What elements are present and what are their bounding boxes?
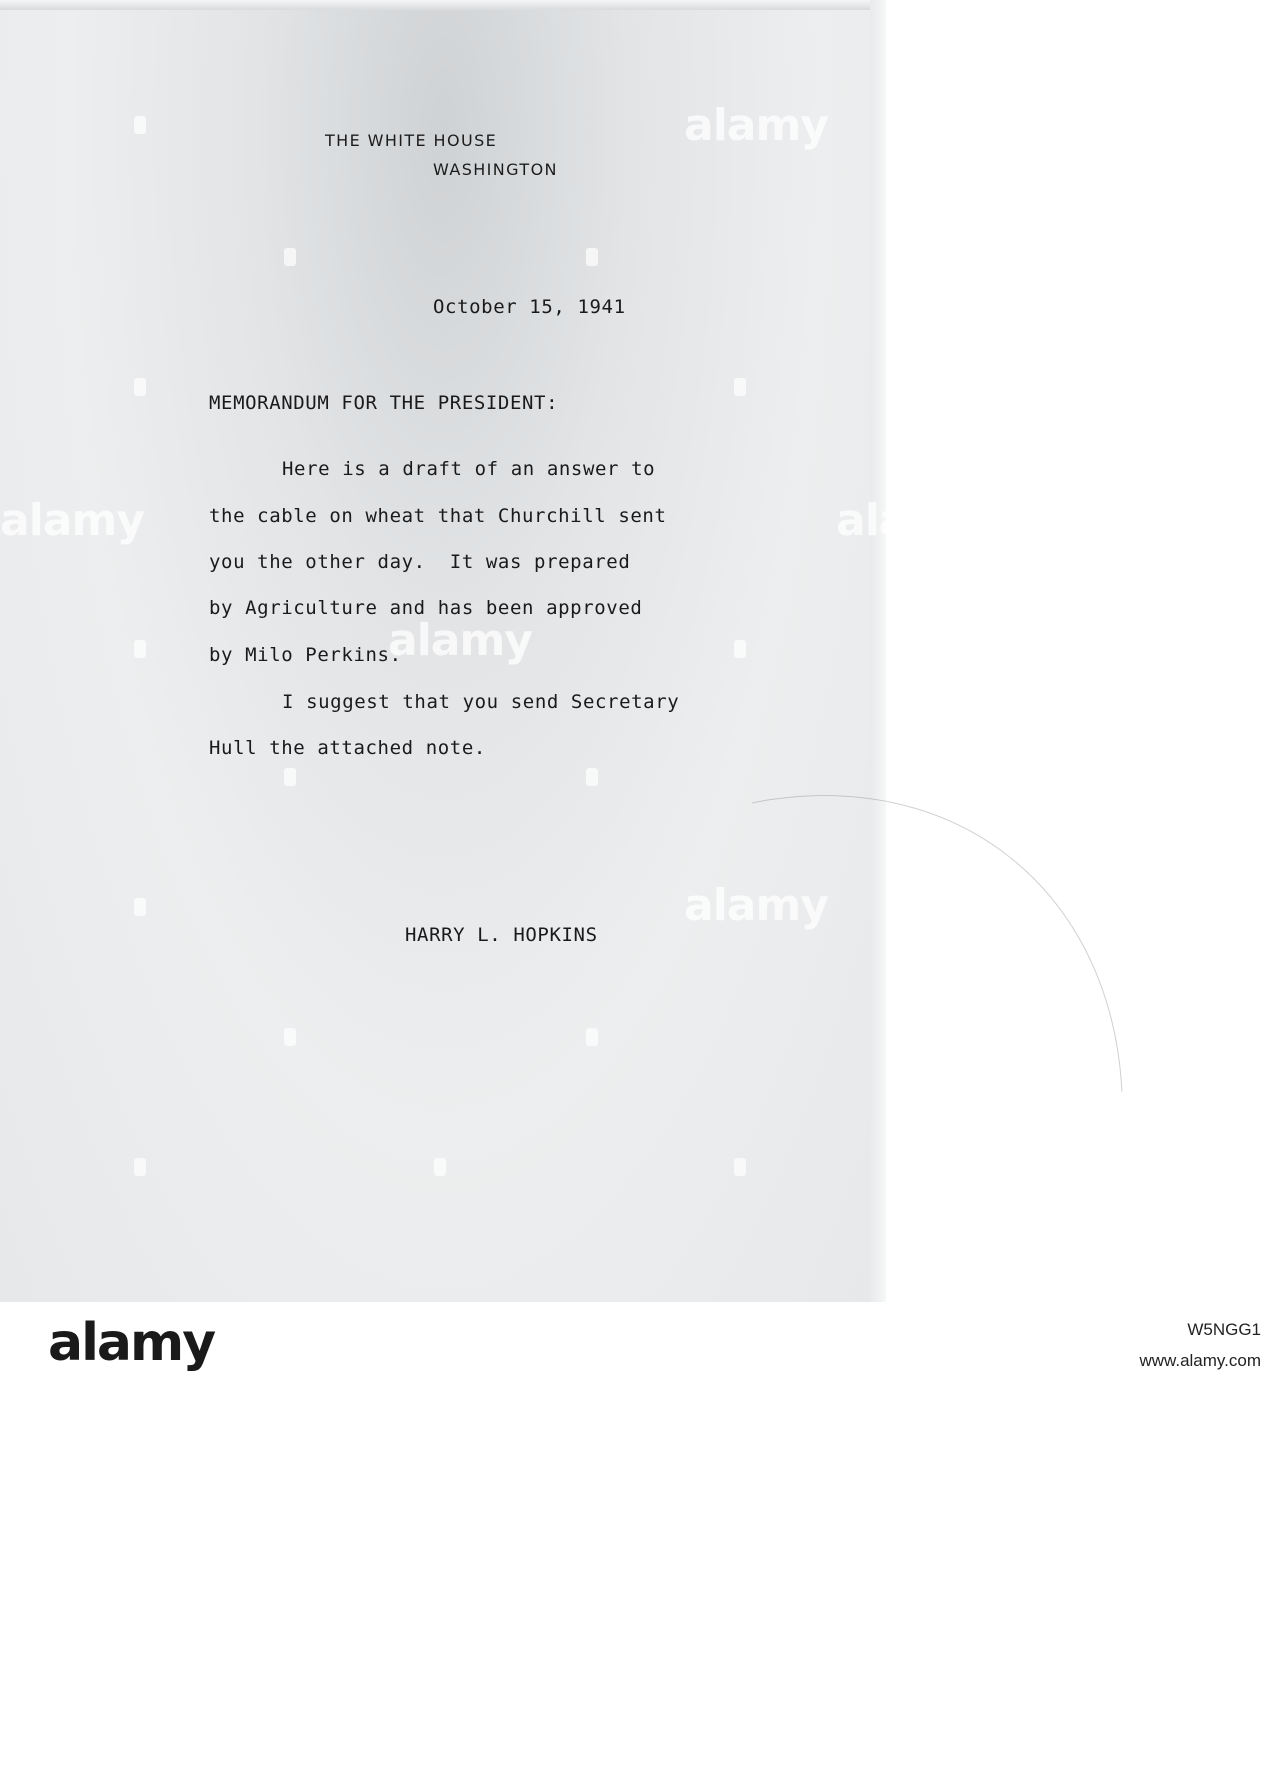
watermark-mark (586, 1028, 598, 1046)
watermark-mark (734, 1158, 746, 1176)
memo-body-line: by Milo Perkins. (209, 644, 402, 666)
memo-body-line: you the other day. It was prepared (209, 551, 631, 573)
watermark-mark (434, 1158, 446, 1176)
letterhead-line-1: THE WHITE HOUSE (325, 131, 498, 150)
watermark-text: alamy (684, 100, 828, 151)
paper-crease (177, 640, 1285, 1783)
watermark-mark (134, 116, 146, 134)
memo-body-line: Here is a draft of an answer to (282, 458, 656, 480)
watermark-mark (586, 248, 598, 266)
watermark-mark (284, 768, 296, 786)
watermark-mark (734, 378, 746, 396)
image-id: W5NGG1 (1187, 1320, 1261, 1339)
memo-date: October 15, 1941 (433, 296, 626, 318)
letterhead-line-2: WASHINGTON (433, 160, 558, 179)
memo-heading: MEMORANDUM FOR THE PRESIDENT: (209, 392, 559, 414)
watermark-mark (134, 640, 146, 658)
watermark-mark (284, 248, 296, 266)
watermark-text: alamy (388, 615, 532, 666)
paper-top-edge (0, 0, 886, 10)
footer-url[interactable]: www.alamy.com (1139, 1351, 1261, 1370)
memo-body-line: the cable on wheat that Churchill sent (209, 505, 667, 527)
memo-signature: HARRY L. HOPKINS (405, 924, 598, 946)
watermark-text: alamy (836, 495, 980, 546)
watermark-mark (734, 640, 746, 658)
watermark-mark (134, 1158, 146, 1176)
watermark-mark (284, 1028, 296, 1046)
watermark-text: alamy (0, 495, 144, 546)
watermark-mark (586, 768, 598, 786)
memo-body-line: I suggest that you send Secretary (282, 691, 680, 713)
alamy-logo: alamy (48, 1313, 215, 1373)
memo-body-line: by Agriculture and has been approved (209, 597, 643, 619)
watermark-text: alamy (684, 880, 828, 931)
memo-body-line: Hull the attached note. (209, 737, 486, 759)
watermark-mark (134, 378, 146, 396)
watermark-mark (134, 898, 146, 916)
